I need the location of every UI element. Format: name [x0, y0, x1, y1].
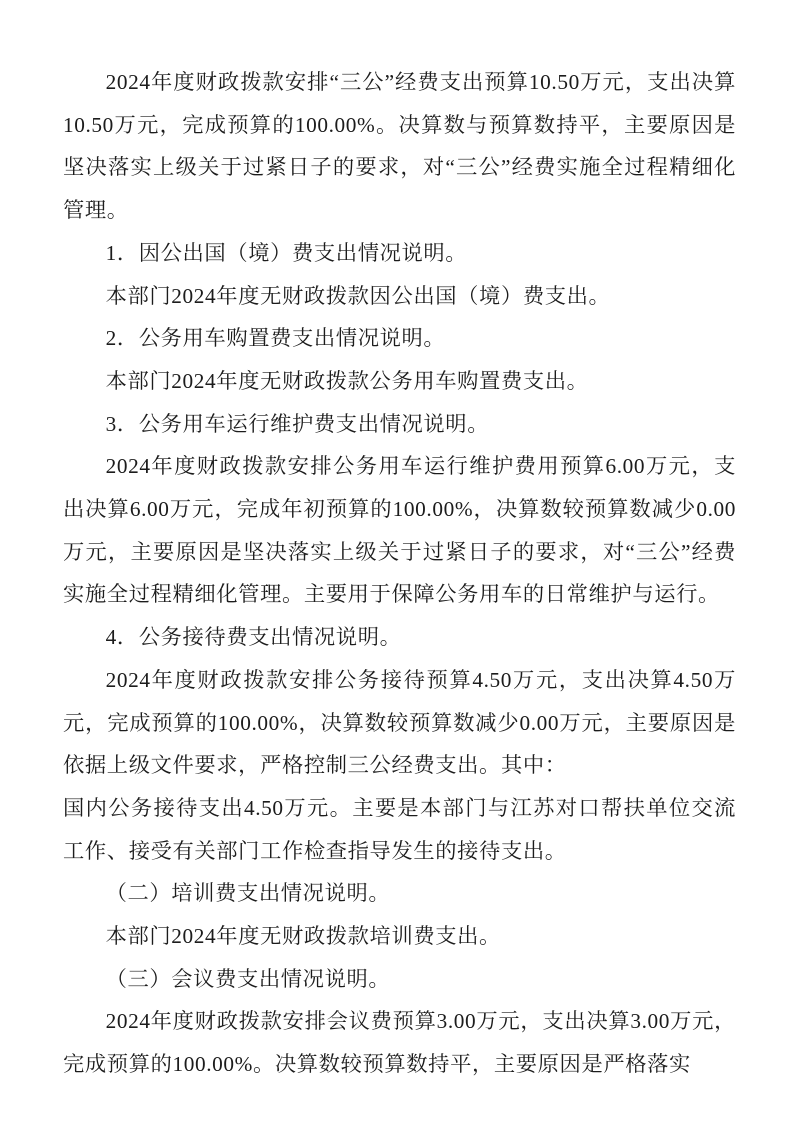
paragraph-training-fee-detail: 本部门2024年度无财政拨款培训费支出。: [105, 924, 501, 949]
paragraph-domestic-reception-detail: 国内公务接待支出4.50万元。主要是本部门与江苏对口帮扶单位交流工作、接受有关部门工作检查指导发生的接待支出。: [63, 795, 736, 863]
paragraph-meeting-fee-detail: 2024年度财政拨款安排会议费预算3.00万元，支出决算3.00万元，完成预算的100.00%。决算数较预算数持平，主要原因是严格落实: [63, 1009, 736, 1077]
paragraph-heading-training-fee: （二）培训费支出情况说明。: [105, 881, 391, 906]
paragraph-heading-meeting-fee: （三）会议费支出情况说明。: [105, 966, 391, 991]
paragraph-heading-vehicle-maintenance: 3．公务用车运行维护费支出情况说明。: [105, 411, 490, 436]
paragraph-heading-abroad-fee: 1．因公出国（境）费支出情况说明。: [105, 240, 468, 265]
paragraph-abroad-fee-detail: 本部门2024年度无财政拨款因公出国（境）费支出。: [105, 283, 611, 308]
paragraph-heading-reception-fee: 4．公务接待费支出情况说明。: [105, 625, 402, 650]
document-body: [63, 61, 736, 1086]
paragraph-vehicle-purchase-detail: 本部门2024年度无财政拨款公务用车购置费支出。: [105, 368, 589, 393]
paragraph-heading-vehicle-purchase: 2．公务用车购置费支出情况说明。: [105, 326, 446, 351]
paragraph-reception-fee-detail: 2024年度财政拨款安排公务接待预算4.50万元，支出决算4.50万元，完成预算的100.00%，决算数较预算数减少0.00万元，主要原因是依据上级文件要求，严格控制三公经费支出。其中：: [63, 667, 736, 778]
paragraph-sangong-summary: 2024年度财政拨款安排“三公”经费支出预算10.50万元，支出决算10.50万元，完成预算的100.00%。决算数与预算数持平，主要原因是坚决落实上级关于过紧日子的要求，对“三公”经费实施全过程精细化管理。: [63, 70, 736, 223]
paragraph-vehicle-maintenance-detail: 2024年度财政拨款安排公务用车运行维护费用预算6.00万元，支出决算6.00万元，完成年初预算的100.00%，决算数较预算数减少0.00万元，主要原因是坚决落实上级关于过紧日子的要求，对“三公”经费实施全过程精细化管理。主要用于保障公务用车的日常维护与运行。: [63, 454, 736, 607]
